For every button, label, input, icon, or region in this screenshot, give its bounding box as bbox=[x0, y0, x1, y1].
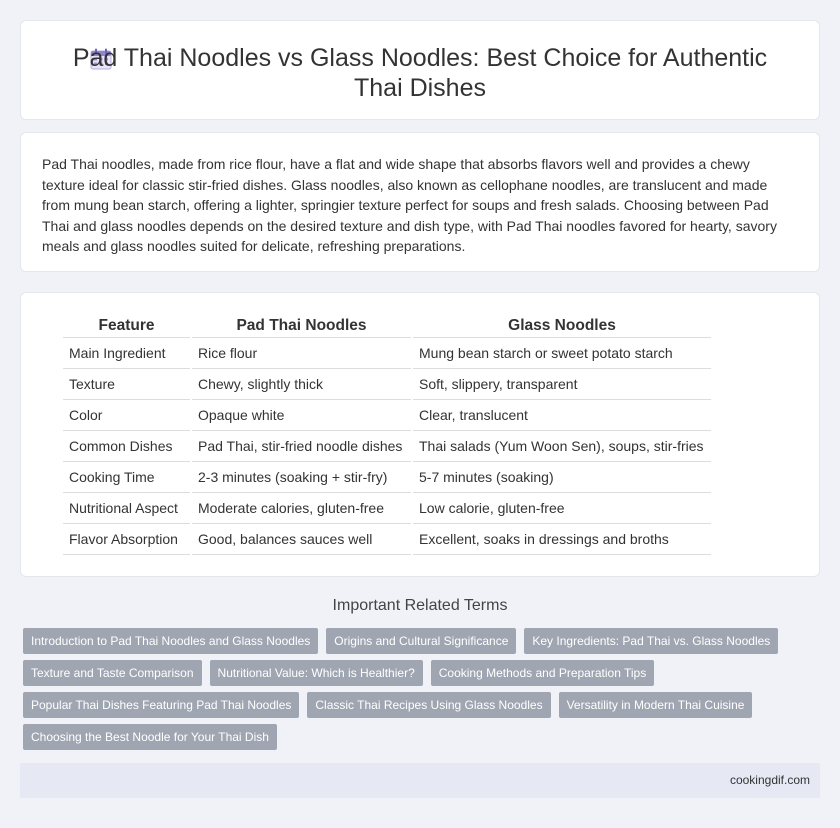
table-cell: Main Ingredient bbox=[63, 337, 191, 368]
title-card bbox=[20, 20, 820, 120]
table-cell: Thai salads (Yum Woon Sen), soups, stir-fries bbox=[412, 430, 711, 461]
intro-card bbox=[20, 132, 820, 272]
table-cell: Opaque white bbox=[191, 399, 412, 430]
table-cell: Clear, translucent bbox=[412, 399, 711, 430]
table-cell: Low calorie, gluten-free bbox=[412, 492, 711, 523]
header-pad-thai: Pad Thai Noodles bbox=[191, 315, 412, 337]
table-cell: Texture bbox=[63, 368, 191, 399]
comparison-table bbox=[63, 315, 711, 555]
table-cell: Common Dishes bbox=[63, 430, 191, 461]
page-title: Pad Thai Noodles vs Glass Noodles: Best Choice for Authentic Thai Dishes bbox=[72, 44, 768, 102]
table-cell: Pad Thai, stir-fried noodle dishes bbox=[191, 430, 412, 461]
table-cell: Mung bean starch or sweet potato starch bbox=[412, 337, 711, 368]
table-row bbox=[63, 461, 711, 492]
table-cell: 2-3 minutes (soaking + stir-fry) bbox=[191, 461, 412, 492]
table-cell: Moderate calories, gluten-free bbox=[191, 492, 412, 523]
related-term-tag[interactable]: Introduction to Pad Thai Noodles and Glass Noodles bbox=[23, 628, 318, 654]
table-cell: Cooking Time bbox=[63, 461, 191, 492]
related-term-tag[interactable]: Classic Thai Recipes Using Glass Noodles bbox=[307, 692, 550, 718]
table-cell: Soft, slippery, transparent bbox=[412, 368, 711, 399]
header-glass-noodles: Glass Noodles bbox=[412, 315, 711, 337]
table-row bbox=[63, 368, 711, 399]
table-cell: 5-7 minutes (soaking) bbox=[412, 461, 711, 492]
footer-site-link[interactable]: cookingdif.com bbox=[729, 773, 810, 787]
table-cell: Chewy, slightly thick bbox=[191, 368, 412, 399]
table-row bbox=[63, 523, 711, 554]
table-cell: Good, balances sauces well bbox=[191, 523, 412, 554]
footer bbox=[20, 763, 820, 798]
table-row bbox=[63, 399, 711, 430]
table-cell: Nutritional Aspect bbox=[63, 492, 191, 523]
table-row bbox=[63, 430, 711, 461]
related-terms-heading: Important Related Terms bbox=[332, 597, 508, 614]
table-header-row bbox=[63, 315, 711, 337]
related-term-tag[interactable]: Origins and Cultural Significance bbox=[326, 628, 516, 654]
table-cell: Flavor Absorption bbox=[63, 523, 191, 554]
related-term-tag[interactable]: Versatility in Modern Thai Cuisine bbox=[559, 692, 753, 718]
table-cell: Rice flour bbox=[191, 337, 412, 368]
comparison-card bbox=[20, 292, 820, 577]
intro-paragraph: Pad Thai noodles, made from rice flour, have a flat and wide shape that absorbs flavors well and provides a chewy texture ideal for classic stir-fried dishes. Glass noodles, also known as cellophane noodles, are translucent and made from mung bean starch, offering a lighter, springier texture perfect for soups and fresh salads. Choosing between Pad Thai and glass noodles depends on the desired texture and dish type, with Pad Thai noodles favored for hearty, savory meals and glass noodles suited for delicate, refreshing preparations. bbox=[42, 156, 777, 254]
related-term-tag[interactable]: Cooking Methods and Preparation Tips bbox=[431, 660, 654, 686]
related-terms-list bbox=[23, 628, 783, 750]
related-term-tag[interactable]: Popular Thai Dishes Featuring Pad Thai Noodles bbox=[23, 692, 299, 718]
table-cell: Color bbox=[63, 399, 191, 430]
related-term-tag[interactable]: Key Ingredients: Pad Thai vs. Glass Noodles bbox=[524, 628, 778, 654]
table-cell: Excellent, soaks in dressings and broths bbox=[412, 523, 711, 554]
related-term-tag[interactable]: Nutritional Value: Which is Healthier? bbox=[210, 660, 423, 686]
header-feature: Feature bbox=[63, 315, 191, 337]
related-term-tag[interactable]: Choosing the Best Noodle for Your Thai Dish bbox=[23, 724, 277, 750]
related-term-tag[interactable]: Texture and Taste Comparison bbox=[23, 660, 202, 686]
table-row bbox=[63, 492, 711, 523]
table-row bbox=[63, 337, 711, 368]
